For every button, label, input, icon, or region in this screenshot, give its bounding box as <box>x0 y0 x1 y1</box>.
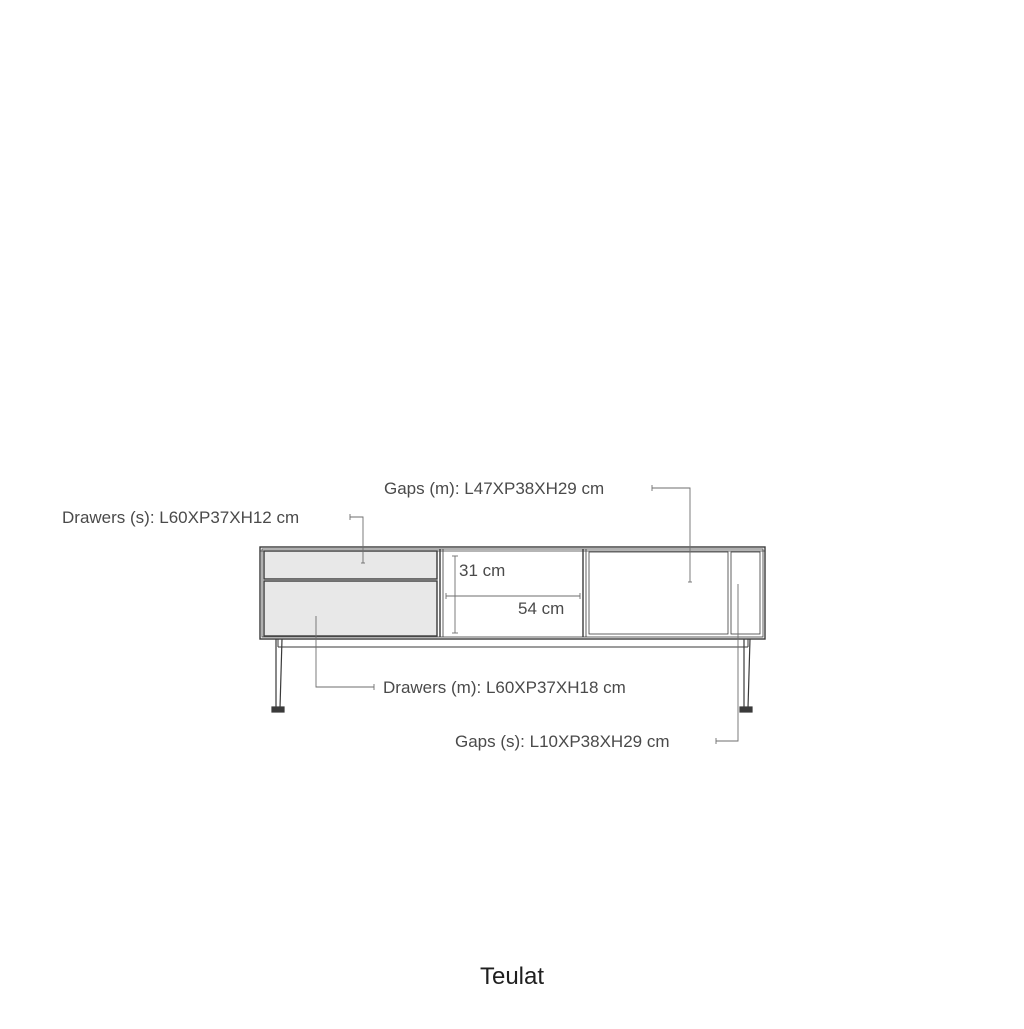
label-drawers-medium: Drawers (m): L60XP37XH18 cm <box>383 678 626 697</box>
leg-right-foot <box>740 707 752 712</box>
gap-medium-frame <box>589 552 728 634</box>
label-drawers-small: Drawers (s): L60XP37XH12 cm <box>62 508 300 527</box>
leg-right-back <box>748 639 750 708</box>
drawer-small <box>264 551 437 579</box>
gap-small-frame <box>731 552 760 634</box>
brand-logo-text: Teulat <box>479 963 545 990</box>
legs <box>272 639 752 712</box>
sideboard-drawing <box>260 547 765 647</box>
height-dimension-label: 31 cm <box>459 561 506 580</box>
leg-left-back <box>280 639 282 708</box>
label-gaps-medium: Gaps (m): L47XP38XH29 cm <box>384 479 605 498</box>
leg-left-foot <box>272 707 284 712</box>
width-dimension-label: 54 cm <box>518 599 565 618</box>
label-gaps-small: Gaps (s): L10XP38XH29 cm <box>455 732 670 751</box>
drawer-medium <box>264 581 437 636</box>
leader-gaps-small <box>716 584 738 741</box>
leader-gaps-medium <box>652 488 690 582</box>
